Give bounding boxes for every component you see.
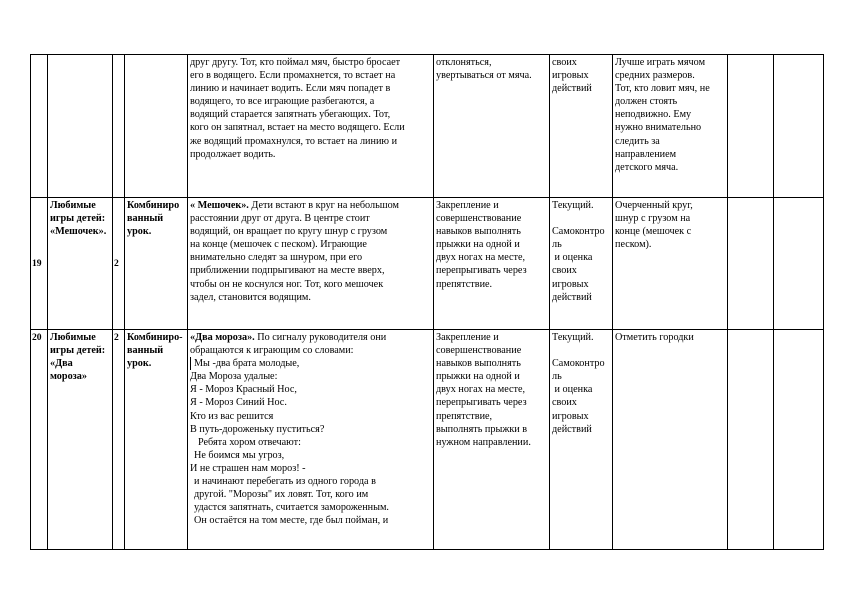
goals-cell: отклоняться, увертываться от мяча. <box>434 55 550 198</box>
row-number: 20 <box>31 330 48 550</box>
lesson-plan-table <box>30 54 824 550</box>
game-title: «Два мороза». <box>190 332 255 343</box>
goals-cell: Закрепление и совершенствование навыков выполнять прыжки на одной и двух ногах на месте, перепрыгивать через препятствие, выполнять прыжки в нужном направлении. <box>434 330 550 550</box>
control-cell: Текущий. Самоконтро ль и оценка своих игровых действий <box>550 330 613 550</box>
notes-cell: Отметить городки <box>613 330 728 550</box>
hours-cell <box>113 55 125 198</box>
content-line: друг другу. Тот, кто поймал мяч, быстро бросает <box>190 57 401 68</box>
notes-cell: Очерченный круг, шнур с грузом на конце (мешочек с песком). <box>613 198 728 330</box>
content-line: водящего, то все играющие разбегаются, а <box>190 96 375 108</box>
table-row <box>31 198 824 330</box>
verse-line: В путь-дороженьку пуститься? <box>190 423 325 435</box>
game-title: « Мешочек». <box>190 200 249 211</box>
verse-line: Мы -два брата молодые, <box>190 357 431 370</box>
hours-cell: 2 <box>113 330 125 550</box>
hours-cell: 2 <box>113 198 125 330</box>
goals-cell: Закрепление и совершенствование навыков выполнять прыжки на одной и двух ногах на месте, перепрыгивать через препятствие. <box>434 198 550 330</box>
row-number: 19 <box>31 198 48 330</box>
control-cell: Текущий. Самоконтро ль и оценка своих игровых действий <box>550 198 613 330</box>
verse-line: Я - Мороз Синий Нос. <box>190 397 287 409</box>
lesson-type-cell <box>125 55 188 198</box>
content-line: линию и начинает водить. Если мяч попадет в <box>190 83 391 95</box>
content-line: водящий старается запятнать убегающих. Тот, <box>190 109 391 121</box>
content-line: продолжает водить. <box>190 148 276 160</box>
empty-cell <box>728 198 774 330</box>
table-row <box>31 55 824 198</box>
verse-line: И не страшен нам мороз! - <box>190 462 306 474</box>
row-number <box>31 55 48 198</box>
empty-cell <box>774 198 824 330</box>
lesson-plan-table-wrapper <box>30 54 823 551</box>
content-line: кого он запятнал, встает на место водящего. Если <box>190 122 405 134</box>
topic-cell: Любимые игры детей: «Два мороза» <box>48 330 113 550</box>
verse-line: Я - Мороз Красный Нос, <box>190 384 297 396</box>
verse-line: Кто из вас решится <box>190 410 274 422</box>
content-line: же водящий промахнулся, то встает на линию и <box>190 135 398 147</box>
empty-cell <box>774 330 824 550</box>
control-cell: своих игровых действий <box>550 55 613 198</box>
empty-cell <box>774 55 824 198</box>
content-line: его в водящего. Если промахнется, то встает на <box>190 70 396 82</box>
game-content-cell: « Мешочек». Дети встают в круг на небольшом расстоянии друг от друга. В центре стоит водящий, он вращает по кругу шнур с грузом на конце (мешочек с песком). Играющие внимательно следят за шнуром, при его приближении подпрыгивают на месте вверх, чтобы он не коснулся ног. Тот, кого мешочек задел, становится водящим. <box>188 198 434 330</box>
notes-cell: Лучше играть мячом средних размеров. Тот, кто ловит мяч, не должен стоять неподвижно. Ему нужно внимательно следить за направлением детского мяча. <box>613 55 728 198</box>
verse-line: Не боимся мы угроз, <box>194 449 285 461</box>
empty-cell <box>728 330 774 550</box>
topic-cell: Любимые игры детей: «Мешочек». <box>48 198 113 330</box>
topic-cell <box>48 55 113 198</box>
verse-line: Два Мороза удалые: <box>190 371 278 383</box>
lesson-type-cell: Комбиниро ванный урок. <box>125 198 188 330</box>
game-content-cell: «Два мороза». По сигналу руководителя они обращаются к играющим со словами: Мы -два брата молодые, Два Мороза удалые: Я - Мороз Красный Нос, Я - Мороз Синий Нос. Кто из вас решится В путь-дороженьку пуститься? Ребята хором отвечают: Не боимся мы угроз, И не страшен нам мороз! - и начинают перебегать из одного города в другой. "Морозы" их ловят. Тот, кого им удастся запятнать, считается замороженным. Он остаётся на том месте, где был пойман, и <box>188 330 434 550</box>
table-row <box>31 330 824 550</box>
empty-cell <box>728 55 774 198</box>
lesson-type-cell: Комбиниро- ванный урок. <box>125 330 188 550</box>
game-content-cell <box>188 55 434 198</box>
